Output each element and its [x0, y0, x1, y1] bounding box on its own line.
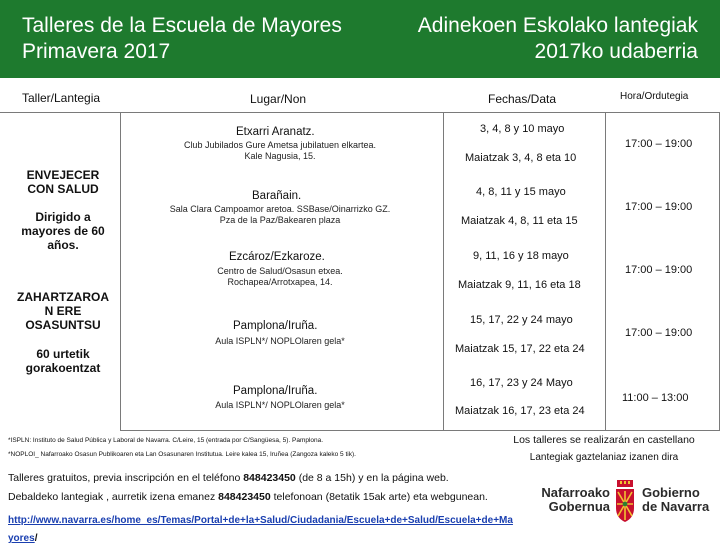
- location-name: Barañain.: [252, 190, 302, 202]
- col-header-fechas: Fechas/Data: [488, 92, 557, 106]
- dates-es: 16, 17, 23 y 24 Mayo: [470, 377, 573, 389]
- dates-eu: Maiatzak 16, 17, 23 eta 24: [455, 405, 585, 417]
- info-eu: Debaldeko lantegiak , aurretik izena emanez 848423450 telefonoan (8etatik 15ak arte) eta webgunean.: [8, 491, 488, 503]
- time-range: 17:00 – 19:00: [625, 138, 693, 150]
- dates-es: 9, 11, 16 y 18 mayo: [473, 250, 569, 262]
- footnote-ispln: *ISPLN: Instituto de Salud Pública y Laboral de Navarra. C/Leire, 15 (entrada por C/Sangüesa, 5). Pamplona.: [8, 437, 324, 444]
- title-es: Talleres de la Escuela de Mayores: [22, 14, 342, 37]
- time-range: 17:00 – 19:00: [625, 327, 693, 339]
- navarra-coat-of-arms-icon: [614, 480, 636, 524]
- target-audience-es: Dirigido a mayores de 60 años.: [21, 210, 105, 252]
- web-link-wrapper: http://www.navarra.es/home_es/Temas/Portal+de+la+Salud/Ciudadania/Escuela+de+Salud/Escuela+de+Mayores/: [8, 515, 513, 544]
- subtitle-eu: 2017ko udaberria: [534, 40, 698, 63]
- phone-number: 848423450: [243, 472, 296, 484]
- dates-eu: Maiatzak 4, 8, 11 eta 15: [461, 215, 578, 227]
- footnote-noploi: *NOPLOI_ Nafarroako Osasun Publikoaren eta Lan Osasunaren Institutua. Leire kalea 15, Iruñea (Zangoza kaleko 5 tik).: [8, 451, 356, 458]
- location-name: Etxarri Aranatz.: [236, 126, 315, 138]
- location-name: Pamplona/Iruña.: [233, 320, 318, 332]
- location-address: Club Jubilados Gure Ametsa jubilatuen elkartea. Kale Nagusia, 15.: [183, 140, 377, 161]
- location-address: Aula ISPLN*/ NOPLOlaren gela*: [215, 400, 345, 410]
- target-audience-eu: 60 urtetik gorakoentzat: [25, 347, 101, 375]
- dates-eu: Maiatzak 3, 4, 8 eta 10: [465, 152, 577, 164]
- info-es: Talleres gratuitos, previa inscripción en el teléfono 848423450 (de 8 a 15h) y en la página web.: [8, 472, 449, 484]
- navarra-logo: [530, 476, 715, 536]
- time-range: 17:00 – 19:00: [625, 264, 693, 276]
- web-link[interactable]: http://www.navarra.es/home_es/Temas/Portal+de+la+Salud/Ciudadania/Escuela+de+Salud/Escuela+de+Mayores: [8, 515, 513, 544]
- dates-es: 15, 17, 22 y 24 mayo: [470, 314, 573, 326]
- title-eu: Adinekoen Eskolako lantegiak: [417, 14, 698, 37]
- col-header-taller: Taller/Lantegia: [22, 91, 101, 105]
- time-range: 17:00 – 19:00: [625, 201, 693, 213]
- workshop-title-es: ENVEJECER CON SALUD: [26, 168, 100, 196]
- location-address: Sala Clara Campoamor aretoa. SSBase/Oinarrizko GZ. Pza de la Paz/Bakearen plaza: [169, 204, 391, 225]
- dates-es: 4, 8, 11 y 15 mayo: [476, 186, 566, 198]
- language-note: [496, 434, 712, 463]
- subtitle-es: Primavera 2017: [22, 40, 171, 63]
- workshop-title-eu: ZAHARTZAROA N ERE OSASUNTSU: [17, 290, 109, 332]
- language-note-eu: Lantegiak gaztelaniaz izanen dira: [529, 452, 679, 463]
- phone-number-eu: 848423450: [218, 491, 271, 503]
- col-header-hora: Hora/Ordutegia: [620, 91, 689, 102]
- dates-es: 3, 4, 8 y 10 mayo: [480, 123, 565, 135]
- logo-text-es: Gobierno de Navarra: [642, 485, 710, 514]
- dates-eu: Maiatzak 15, 17, 22 eta 24: [455, 343, 585, 355]
- location-name: Pamplona/Iruña.: [233, 385, 318, 397]
- language-note-es: Los talleres se realizarán en castellano: [513, 434, 695, 446]
- col-header-lugar: Lugar/Non: [250, 92, 307, 106]
- time-range: 11:00 – 13:00: [622, 392, 689, 404]
- location-address: Centro de Salud/Osasun etxea. Rochapea/Arrotxapea, 14.: [217, 266, 343, 287]
- dates-eu: Maiatzak 9, 11, 16 eta 18: [458, 279, 581, 291]
- header-banner: [0, 0, 720, 78]
- logo-text-eu: Nafarroako Gobernua: [541, 485, 610, 514]
- location-address: Aula ISPLN*/ NOPLOlaren gela*: [215, 336, 345, 346]
- location-name: Ezcároz/Ezkaroze.: [229, 251, 325, 263]
